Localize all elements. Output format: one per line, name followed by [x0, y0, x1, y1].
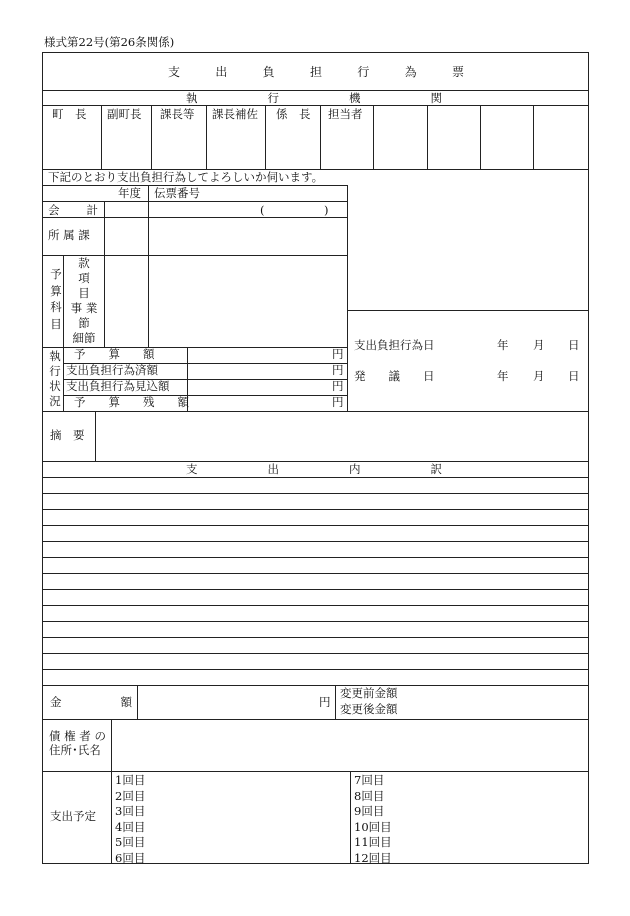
request-text: 下記のとおり支出負担行為してよろしいか伺います。 — [48, 170, 324, 184]
yen-unit: 円 — [332, 363, 344, 377]
stamp-staff[interactable] — [321, 122, 372, 168]
receipt-stamp-area[interactable] — [349, 187, 586, 308]
remaining-amount-label: 予 算 残 額 — [74, 395, 189, 409]
slip-number-label: 伝票番号 — [154, 186, 200, 200]
yen-unit: 円 — [332, 379, 344, 393]
exec-status-label: 執 行 状 況 — [49, 349, 61, 408]
divider — [95, 411, 96, 461]
commit-month-unit: 月 — [533, 338, 545, 352]
amount-after-label: 変更後金額 — [340, 702, 398, 716]
proposal-date-label: 発 議 日 — [354, 369, 435, 383]
form-title: 支 出 負 担 行 為 票 — [168, 65, 464, 79]
paren-close: ) — [324, 203, 329, 217]
proposal-month-unit: 月 — [533, 369, 545, 383]
schedule-label: 支出予定 — [50, 809, 96, 823]
approver-section-chief-label: 課長等 — [160, 107, 195, 121]
stamp-mayor[interactable] — [43, 122, 100, 168]
installment-2-label: 2回目 — [115, 788, 146, 803]
commit-year-unit: 年 — [497, 338, 509, 352]
commit-date-field[interactable] — [440, 337, 580, 353]
amount-field[interactable] — [139, 687, 314, 717]
divider — [480, 105, 481, 169]
detail-header: 支 出 内 訳 — [186, 462, 442, 476]
committed-amount-field[interactable] — [189, 364, 329, 378]
amount-before-label: 変更前金額 — [340, 686, 398, 700]
budget-amount-field[interactable] — [189, 348, 329, 362]
approver-assistant-label: 課長補佐 — [212, 107, 258, 121]
divider — [111, 719, 112, 771]
budget-code-field[interactable] — [105, 256, 147, 346]
installment-1-label: 1回目 — [115, 773, 146, 787]
divider — [137, 685, 138, 719]
divider — [427, 105, 428, 169]
installments-left-field[interactable] — [160, 772, 348, 862]
installment-12-label: 12回目 — [354, 850, 392, 865]
committed-amount-label: 支出負担行為済額 — [66, 363, 158, 377]
stamp-deputy[interactable] — [102, 122, 150, 168]
installment-4-label: 4回目 — [115, 819, 146, 834]
installment-7-label: 7回目 — [354, 773, 385, 787]
installment-5-label: 5回目 — [115, 835, 146, 849]
slip-number-field[interactable] — [149, 202, 346, 216]
paren-open: ( — [260, 203, 265, 217]
detail-field[interactable] — [43, 478, 587, 684]
divider — [42, 105, 588, 106]
budget-subject-label: 予 算 科 目 — [50, 267, 62, 332]
amount-yen-unit: 円 — [319, 695, 331, 709]
stamp-assistant[interactable] — [207, 122, 264, 168]
divider — [335, 685, 336, 719]
amount-label: 金 額 — [50, 695, 132, 709]
summary-field[interactable] — [97, 413, 585, 459]
installment-8-label: 8回目 — [354, 788, 385, 803]
divider — [42, 719, 588, 720]
installments-right-field[interactable] — [400, 772, 585, 862]
installments-right — [354, 773, 392, 866]
installment-6-label: 6回目 — [115, 850, 146, 865]
detail-line — [42, 685, 588, 686]
remaining-amount-field[interactable] — [189, 396, 329, 410]
creditor-field[interactable] — [113, 721, 585, 769]
department-code-field[interactable] — [105, 218, 147, 254]
department-label: 所 属 課 — [48, 228, 90, 242]
yen-unit: 円 — [332, 395, 344, 409]
budget-items-labels: 款 項 目 事 業 節 細節 — [70, 256, 98, 345]
expected-amount-label: 支出負担行為見込額 — [66, 379, 170, 393]
divider — [373, 105, 374, 169]
divider — [533, 105, 534, 169]
approver-staff-label: 担当者 — [328, 107, 363, 121]
expected-amount-field[interactable] — [189, 380, 329, 394]
installments-left — [115, 773, 145, 866]
divider — [350, 771, 351, 863]
proposal-date-field[interactable] — [440, 368, 580, 384]
creditor-label-line1: 債 権 者 の — [49, 729, 106, 743]
stamp-section-chief[interactable] — [152, 122, 205, 168]
stamp-subsection[interactable] — [266, 122, 319, 168]
approver-subsection-label: 係 長 — [276, 107, 311, 121]
installment-11-label: 11回目 — [354, 835, 392, 849]
proposal-year-unit: 年 — [497, 369, 509, 383]
approver-deputy-label: 副町長 — [107, 107, 142, 121]
yen-unit: 円 — [332, 347, 344, 361]
proposal-day-unit: 日 — [568, 369, 580, 383]
exec-org-header: 執 行 機 関 — [186, 91, 442, 105]
divider — [42, 461, 588, 462]
divider — [111, 771, 112, 863]
budget-amount-label: 予 算 額 — [74, 347, 155, 361]
fiscal-year-label: 年度 — [118, 186, 141, 200]
divider — [42, 411, 588, 412]
amount-change-field[interactable] — [405, 687, 585, 717]
divider — [347, 185, 348, 411]
summary-label: 摘 要 — [50, 428, 85, 442]
commit-date-label: 支出負担行為日 — [354, 338, 435, 352]
creditor-label-line2: 住所･氏名 — [49, 743, 101, 757]
fiscal-year-field[interactable] — [105, 202, 147, 216]
installment-9-label: 9回目 — [354, 804, 385, 818]
commit-day-unit: 日 — [568, 338, 580, 352]
budget-name-field[interactable] — [149, 256, 346, 346]
account-label: 会 計 — [48, 203, 98, 217]
divider — [42, 90, 588, 91]
approver-mayor-label: 町 長 — [52, 107, 87, 121]
form-id: 様式第22号(第26条関係) — [44, 35, 175, 49]
department-name-field[interactable] — [149, 218, 346, 254]
installment-10-label: 10回目 — [354, 819, 392, 834]
installment-3-label: 3回目 — [115, 804, 146, 818]
divider — [347, 310, 588, 311]
